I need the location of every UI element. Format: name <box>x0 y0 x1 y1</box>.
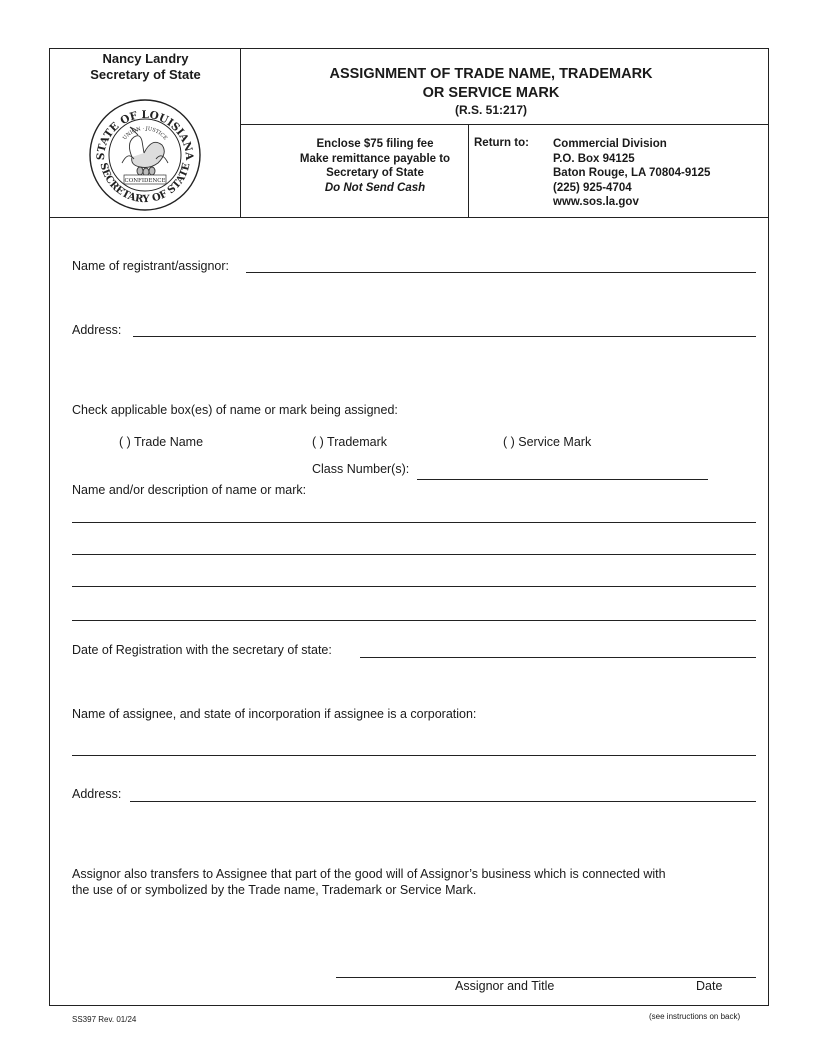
description-line[interactable] <box>72 554 756 555</box>
title-line-2: OR SERVICE MARK <box>422 85 560 101</box>
filing-fee-block <box>290 137 460 195</box>
assignee-address-field[interactable] <box>130 801 756 802</box>
official-block <box>50 51 241 83</box>
address-field[interactable] <box>133 336 756 337</box>
signature-line[interactable] <box>336 977 756 978</box>
address-label: Address: <box>72 323 122 337</box>
return-address-line: (225) 925-4704 <box>553 181 632 194</box>
return-website: www.sos.la.gov <box>553 196 639 208</box>
seal-motto-top: UNION · JUSTICE <box>121 125 169 142</box>
form-number: SS397 Rev. 01/24 <box>72 1015 137 1024</box>
description-line[interactable] <box>72 522 756 523</box>
fee-warning: Do Not Send Cash <box>324 181 426 194</box>
return-to-label: Return to: <box>474 137 529 149</box>
class-number-field[interactable] <box>417 479 708 480</box>
trademark-checkbox[interactable]: ( ) Trademark <box>312 435 388 449</box>
registration-date-field[interactable] <box>360 657 756 658</box>
trade-name-checkbox[interactable]: ( ) Trade Name <box>119 435 204 449</box>
return-address-line: P.O. Box 94125 <box>553 152 635 165</box>
header-divider <box>241 124 768 125</box>
fee-line: Make remittance payable to <box>299 152 451 165</box>
title-line-1: ASSIGNMENT OF TRADE NAME, TRADEMARK <box>329 66 653 82</box>
description-label: Name and/or description of name or mark: <box>72 483 307 497</box>
assignee-field[interactable] <box>72 755 756 756</box>
header-bottom-rule <box>50 217 768 218</box>
fee-line: Enclose $75 filing fee <box>316 138 434 150</box>
description-line[interactable] <box>72 620 756 621</box>
statute-reference: (R.S. 51:217) <box>454 103 528 117</box>
registration-date-label: Date of Registration with the secretary of state: <box>72 643 332 657</box>
service-mark-checkbox[interactable]: ( ) Service Mark <box>503 435 592 449</box>
goodwill-statement-line-1: Assignor also transfers to Assignee that part of the good will of Assignor’s business which is connected with <box>72 867 666 881</box>
fee-line: Secretary of State <box>326 167 424 179</box>
official-title: Secretary of State <box>90 67 201 82</box>
registrant-field[interactable] <box>246 272 756 273</box>
return-address-line: Baton Rouge, LA 70804-9125 <box>553 167 711 179</box>
registrant-label: Name of registrant/assignor: <box>72 259 230 273</box>
return-address-line: Commercial Division <box>553 138 667 150</box>
instructions-note: (see instructions on back) <box>649 1012 741 1021</box>
header-official-cell <box>50 49 241 217</box>
seal-outer-text: STATE OF LOUISIANA <box>94 108 196 161</box>
assignee-address-label: Address: <box>72 787 122 801</box>
official-name: Nancy Landry <box>102 51 189 66</box>
signature-label: Assignor and Title <box>455 979 555 993</box>
state-seal <box>82 97 208 213</box>
form-frame <box>49 48 769 1006</box>
header-vertical-divider <box>468 124 469 217</box>
seal-motto-bottom: CONFIDENCE <box>124 178 166 184</box>
goodwill-statement-line-2: the use of or symbolized by the Trade name, Trademark or Service Mark. <box>72 883 477 897</box>
svg-text:UNION · JUSTICE <box>122 126 169 142</box>
seal-bottom-text: SECRETARY OF STATE <box>97 161 193 206</box>
form-title <box>241 65 741 118</box>
return-address <box>553 137 710 210</box>
class-number-label: Class Number(s): <box>312 462 410 476</box>
assignee-label: Name of assignee, and state of incorporation if assignee is a corporation: <box>72 707 477 721</box>
signature-date-label: Date <box>696 979 723 993</box>
description-line[interactable] <box>72 586 756 587</box>
check-instruction: Check applicable box(es) of name or mark being assigned: <box>72 403 398 417</box>
